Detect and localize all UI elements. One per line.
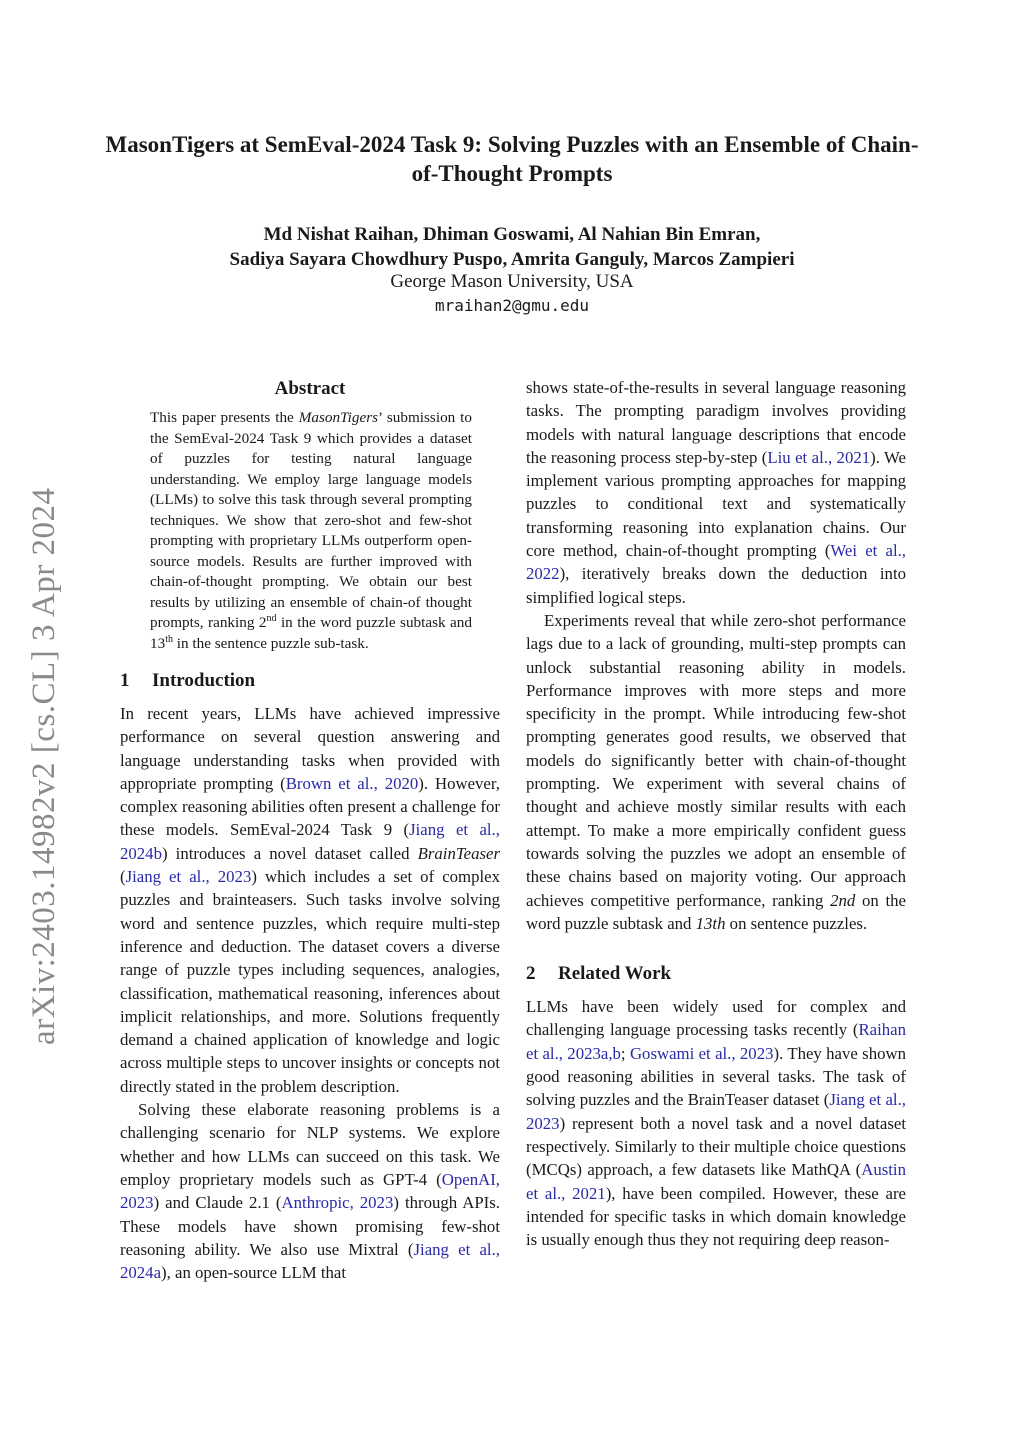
abstract-text: This paper presents the MasonTigers’ submission to the SemEval-2024 Task 9 which provides a dataset of puzzles for testing natural language understanding. We employ large language models (LLMs) to solve this task through several prompting techniques. We show that zero-shot and few-shot prompting with proprietary LLMs outperform open-source models. Results are further improved with chain-of-thought prompting. We obtain our best results by utilizing an ensemble of chain-of thought prompts, ranking 2nd in the word puzzle subtask and 13th in the sentence puzzle sub-task. — [150, 409, 472, 652]
citation-link[interactable]: Anthropic, 2023 — [281, 1193, 394, 1213]
citation-link[interactable]: Goswami et al., 2023 — [629, 1043, 774, 1063]
citation-link[interactable]: Jiang et al., 2023 — [125, 867, 252, 887]
team-name: MasonTigers — [298, 409, 379, 426]
left-column — [120, 376, 500, 1284]
intro-paragraph-2: Solving these elaborate reasoning problems is a challenging scenario for NLP systems. We explore whether and how LLMs can succeed on this task. We employ proprietary models such as GPT-4 (OpenAI, 2023) and Claude 2.1 (Anthropic, 2023) through APIs. These models have shown promising few-shot reasoning ability. We also use Mixtral (Jiang et al., 2024a), an open-source LLM that — [120, 1100, 500, 1283]
right-column — [526, 376, 906, 1251]
contact-email[interactable]: mraihan2@gmu.edu — [434, 296, 590, 315]
paper-title: MasonTigers at SemEval-2024 Task 9: Solving Puzzles with an Ensemble of Chain-of-Thought Prompts — [105, 132, 919, 186]
authors-line-2: Sadiya Sayara Chowdhury Puspo, Amrita Ganguly, Marcos Zampieri — [229, 249, 795, 270]
citation-link[interactable]: Austin et al., 2021 — [526, 1160, 906, 1203]
author-list — [100, 222, 924, 272]
citation-link[interactable]: Liu et al., 2021 — [767, 447, 871, 467]
citation-link[interactable]: Jiang et al., 2024a — [120, 1239, 500, 1283]
affiliation: George Mason University, USA — [390, 271, 634, 292]
section-heading-introduction: 1 Introduction — [120, 670, 256, 691]
intro-paragraph-4: Experiments reveal that while zero-shot performance lags due to a lack of grounding, multi-step prompts can unlock substantial reasoning ability in models. Performance improves with more steps and more specificity in the prompt. While introducing few-shot prompting generates good results, we observed that models do significantly better with chain-of-thought prompting. We experiment with several chains of thought and achieve mostly similar results with each attempt. To make a more empirically confident guess towards solving the puzzles we adopt an ensemble of these chains based on majority voting. Our approach achieves competitive performance, ranking 2nd on the word puzzle subtask and 13th on sentence puzzles. — [526, 610, 906, 933]
citation-link[interactable]: Raihan et al., 2023a,b — [526, 1020, 906, 1063]
citation-link[interactable]: Jiang et al., 2024b — [120, 820, 500, 863]
citation-link[interactable]: OpenAI, 2023 — [120, 1169, 500, 1213]
abstract-heading: Abstract — [274, 378, 346, 399]
intro-paragraph-1: In recent years, LLMs have achieved impressive performance on several question answering and language understanding tasks when provided with appropriate prompting (Brown et al., 2020). However, complex reasoning abilities often present a challenge for these models. SemEval-2024 Task 9 (Jiang et al., 2024b) introduces a novel dataset called BrainTeaser (Jiang et al., 2023) which includes a set of complex puzzles and brainteasers. Such tasks involve solving word and sentence puzzles, which require multi-step inference and deduction. The dataset covers a diverse range of puzzle types including sequences, analogies, classification, mathematical reasoning, inferences about implicit relationships, and more. Solutions frequently demand a chained application of knowledge and logic across multiple steps to uncover insights or concepts not directly stated in the problem description. — [120, 704, 500, 1096]
intro-paragraph-3: shows state-of-the-results in several language reasoning tasks. The prompting paradigm involves providing models with natural language descriptions that encode the reasoning process step-by-step (Liu et al., 2021). We implement various prompting approaches for mapping puzzles to conditional text and systematically transforming reasoning into explanation chains. Our core method, chain-of-thought prompting (Wei et al., 2022), iteratively breaks down the deduction into simplified logical steps. — [526, 378, 907, 607]
related-work-paragraph: LLMs have been widely used for complex and challenging language processing tasks recently (Raihan et al., 2023a,b; Goswami et al., 2023). They have shown good reasoning abilities in several tasks. The task of solving puzzles and the BrainTeaser dataset (Jiang et al., 2023) represent both a novel task and a novel dataset respectively. Similarly to their multiple choice questions (MCQs) approach, a few datasets like MathQA (Austin et al., 2021), have been compiled. However, these are intended for specific tasks in which domain knowledge is usually enough thus they not requiring deep reason- — [526, 997, 906, 1250]
arxiv-identifier-stamp: arXiv:2403.14982v2 [cs.CL] 3 Apr 2024 — [26, 487, 62, 1045]
citation-link[interactable]: Jiang et al., 2023 — [526, 1090, 906, 1133]
citation-link[interactable]: Brown et al., 2020 — [285, 773, 419, 793]
section-heading-related-work: 2 Related Work — [526, 963, 672, 985]
citation-link[interactable]: Wei et al., 2022 — [526, 541, 907, 584]
authors-line-1: Md Nishat Raihan, Dhiman Goswami, Al Nahian Bin Emran, — [263, 224, 761, 245]
